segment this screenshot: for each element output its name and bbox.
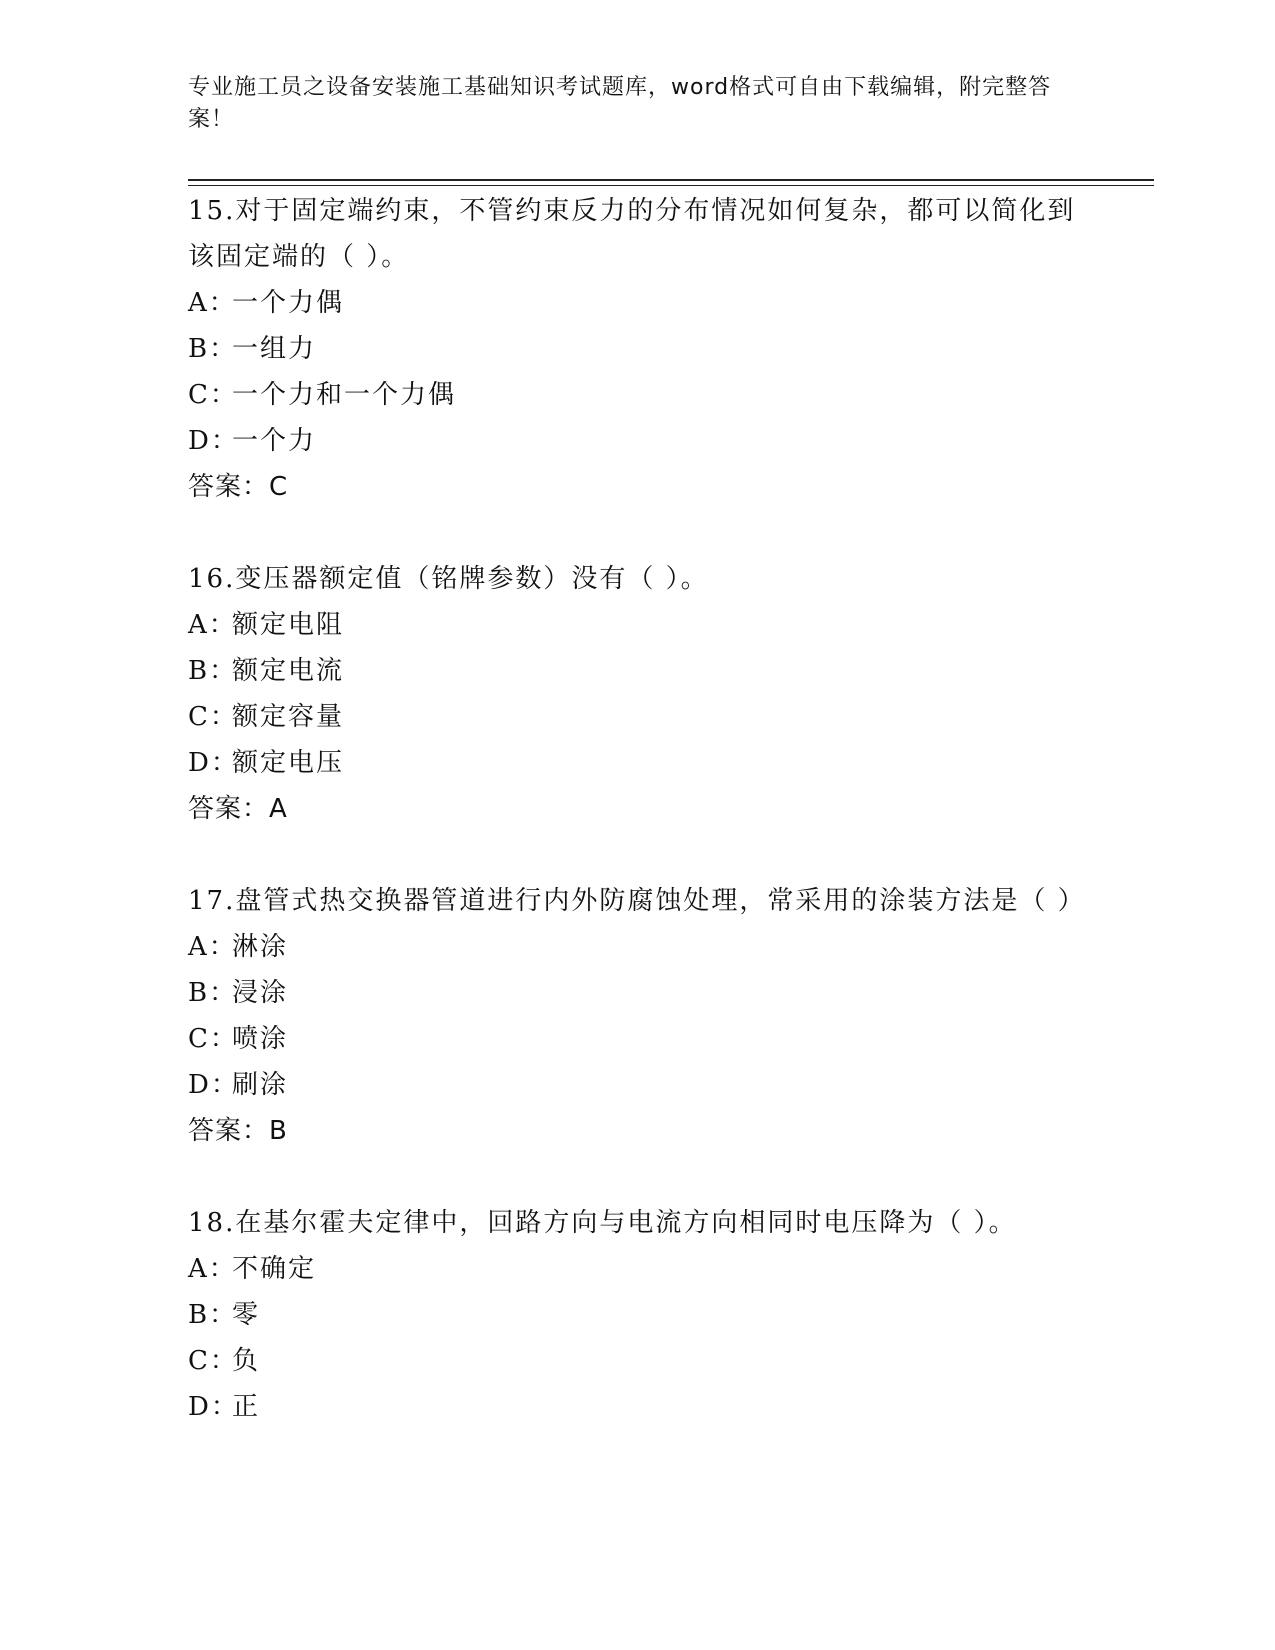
option-text: 零 [232, 1300, 261, 1330]
question-17 [188, 878, 1086, 1154]
question-stem: 15.对于固定端约束，不管约束反力的分布情况如何复杂，都可以简化到该固定端的（ ）。 [188, 196, 1076, 272]
question-16 [188, 556, 1078, 832]
option-letter: A： [188, 932, 237, 962]
option-text: 负 [232, 1346, 261, 1376]
option-letter: D： [188, 1392, 239, 1422]
option-letter: B： [188, 978, 238, 1008]
answer-line: 答案：A [188, 794, 288, 824]
document-title: 专业施工员之设备安装施工基础知识考试题库，word格式可自由下载编辑，附完整答案！ [188, 75, 1052, 132]
option-letter: D： [188, 748, 239, 778]
question-18 [188, 1200, 1078, 1430]
option-d [188, 418, 1078, 464]
option-c [188, 694, 1078, 740]
option-letter: D： [188, 1070, 239, 1100]
option-b [188, 970, 1078, 1016]
option-letter: A： [188, 288, 237, 318]
option-a [188, 280, 1078, 326]
option-b [188, 648, 1078, 694]
option-letter: B： [188, 334, 238, 364]
option-text: 一个力和一个力偶 [232, 380, 457, 410]
option-a [188, 602, 1078, 648]
option-b [188, 1292, 1078, 1338]
option-text: 额定电阻 [232, 610, 345, 640]
question-list [188, 188, 1086, 1476]
question-stem: 17.盘管式热交换器管道进行内外防腐蚀处理，常采用的涂装方法是（ ） [188, 886, 1086, 916]
option-d [188, 1062, 1078, 1108]
option-letter: A： [188, 610, 237, 640]
option-text: 一个力 [232, 426, 317, 456]
option-text: 浸涂 [232, 978, 289, 1008]
option-text: 一组力 [232, 334, 317, 364]
option-d [188, 1384, 1078, 1430]
option-text: 淋涂 [232, 932, 289, 962]
option-text: 额定电压 [232, 748, 345, 778]
question-stem: 16.变压器额定值（铭牌参数）没有（ ）。 [188, 564, 709, 594]
option-letter: C： [188, 380, 238, 410]
option-text: 喷涂 [232, 1024, 289, 1054]
answer-line: 答案：B [188, 1116, 288, 1146]
option-text: 不确定 [232, 1254, 317, 1284]
option-letter: C： [188, 1024, 238, 1054]
option-text: 一个力偶 [232, 288, 345, 318]
option-letter: A： [188, 1254, 237, 1284]
option-b [188, 326, 1078, 372]
option-a [188, 1246, 1078, 1292]
option-text: 额定电流 [232, 656, 345, 686]
option-c [188, 372, 1078, 418]
option-text: 刷涂 [232, 1070, 289, 1100]
option-letter: B： [188, 1300, 238, 1330]
option-a [188, 924, 1078, 970]
option-text: 正 [232, 1392, 261, 1422]
option-c [188, 1016, 1078, 1062]
option-letter: C： [188, 702, 238, 732]
option-text: 额定容量 [232, 702, 345, 732]
option-letter: B： [188, 656, 238, 686]
question-stem: 18.在基尔霍夫定律中，回路方向与电流方向相同时电压降为（ ）。 [188, 1208, 1017, 1238]
answer-line: 答案：C [188, 472, 289, 502]
option-letter: C： [188, 1346, 238, 1376]
header-divider-thin [188, 185, 1154, 186]
question-15 [188, 188, 1078, 510]
option-d [188, 740, 1078, 786]
option-letter: D： [188, 426, 239, 456]
option-c [188, 1338, 1078, 1384]
header-divider-thick [188, 179, 1154, 181]
